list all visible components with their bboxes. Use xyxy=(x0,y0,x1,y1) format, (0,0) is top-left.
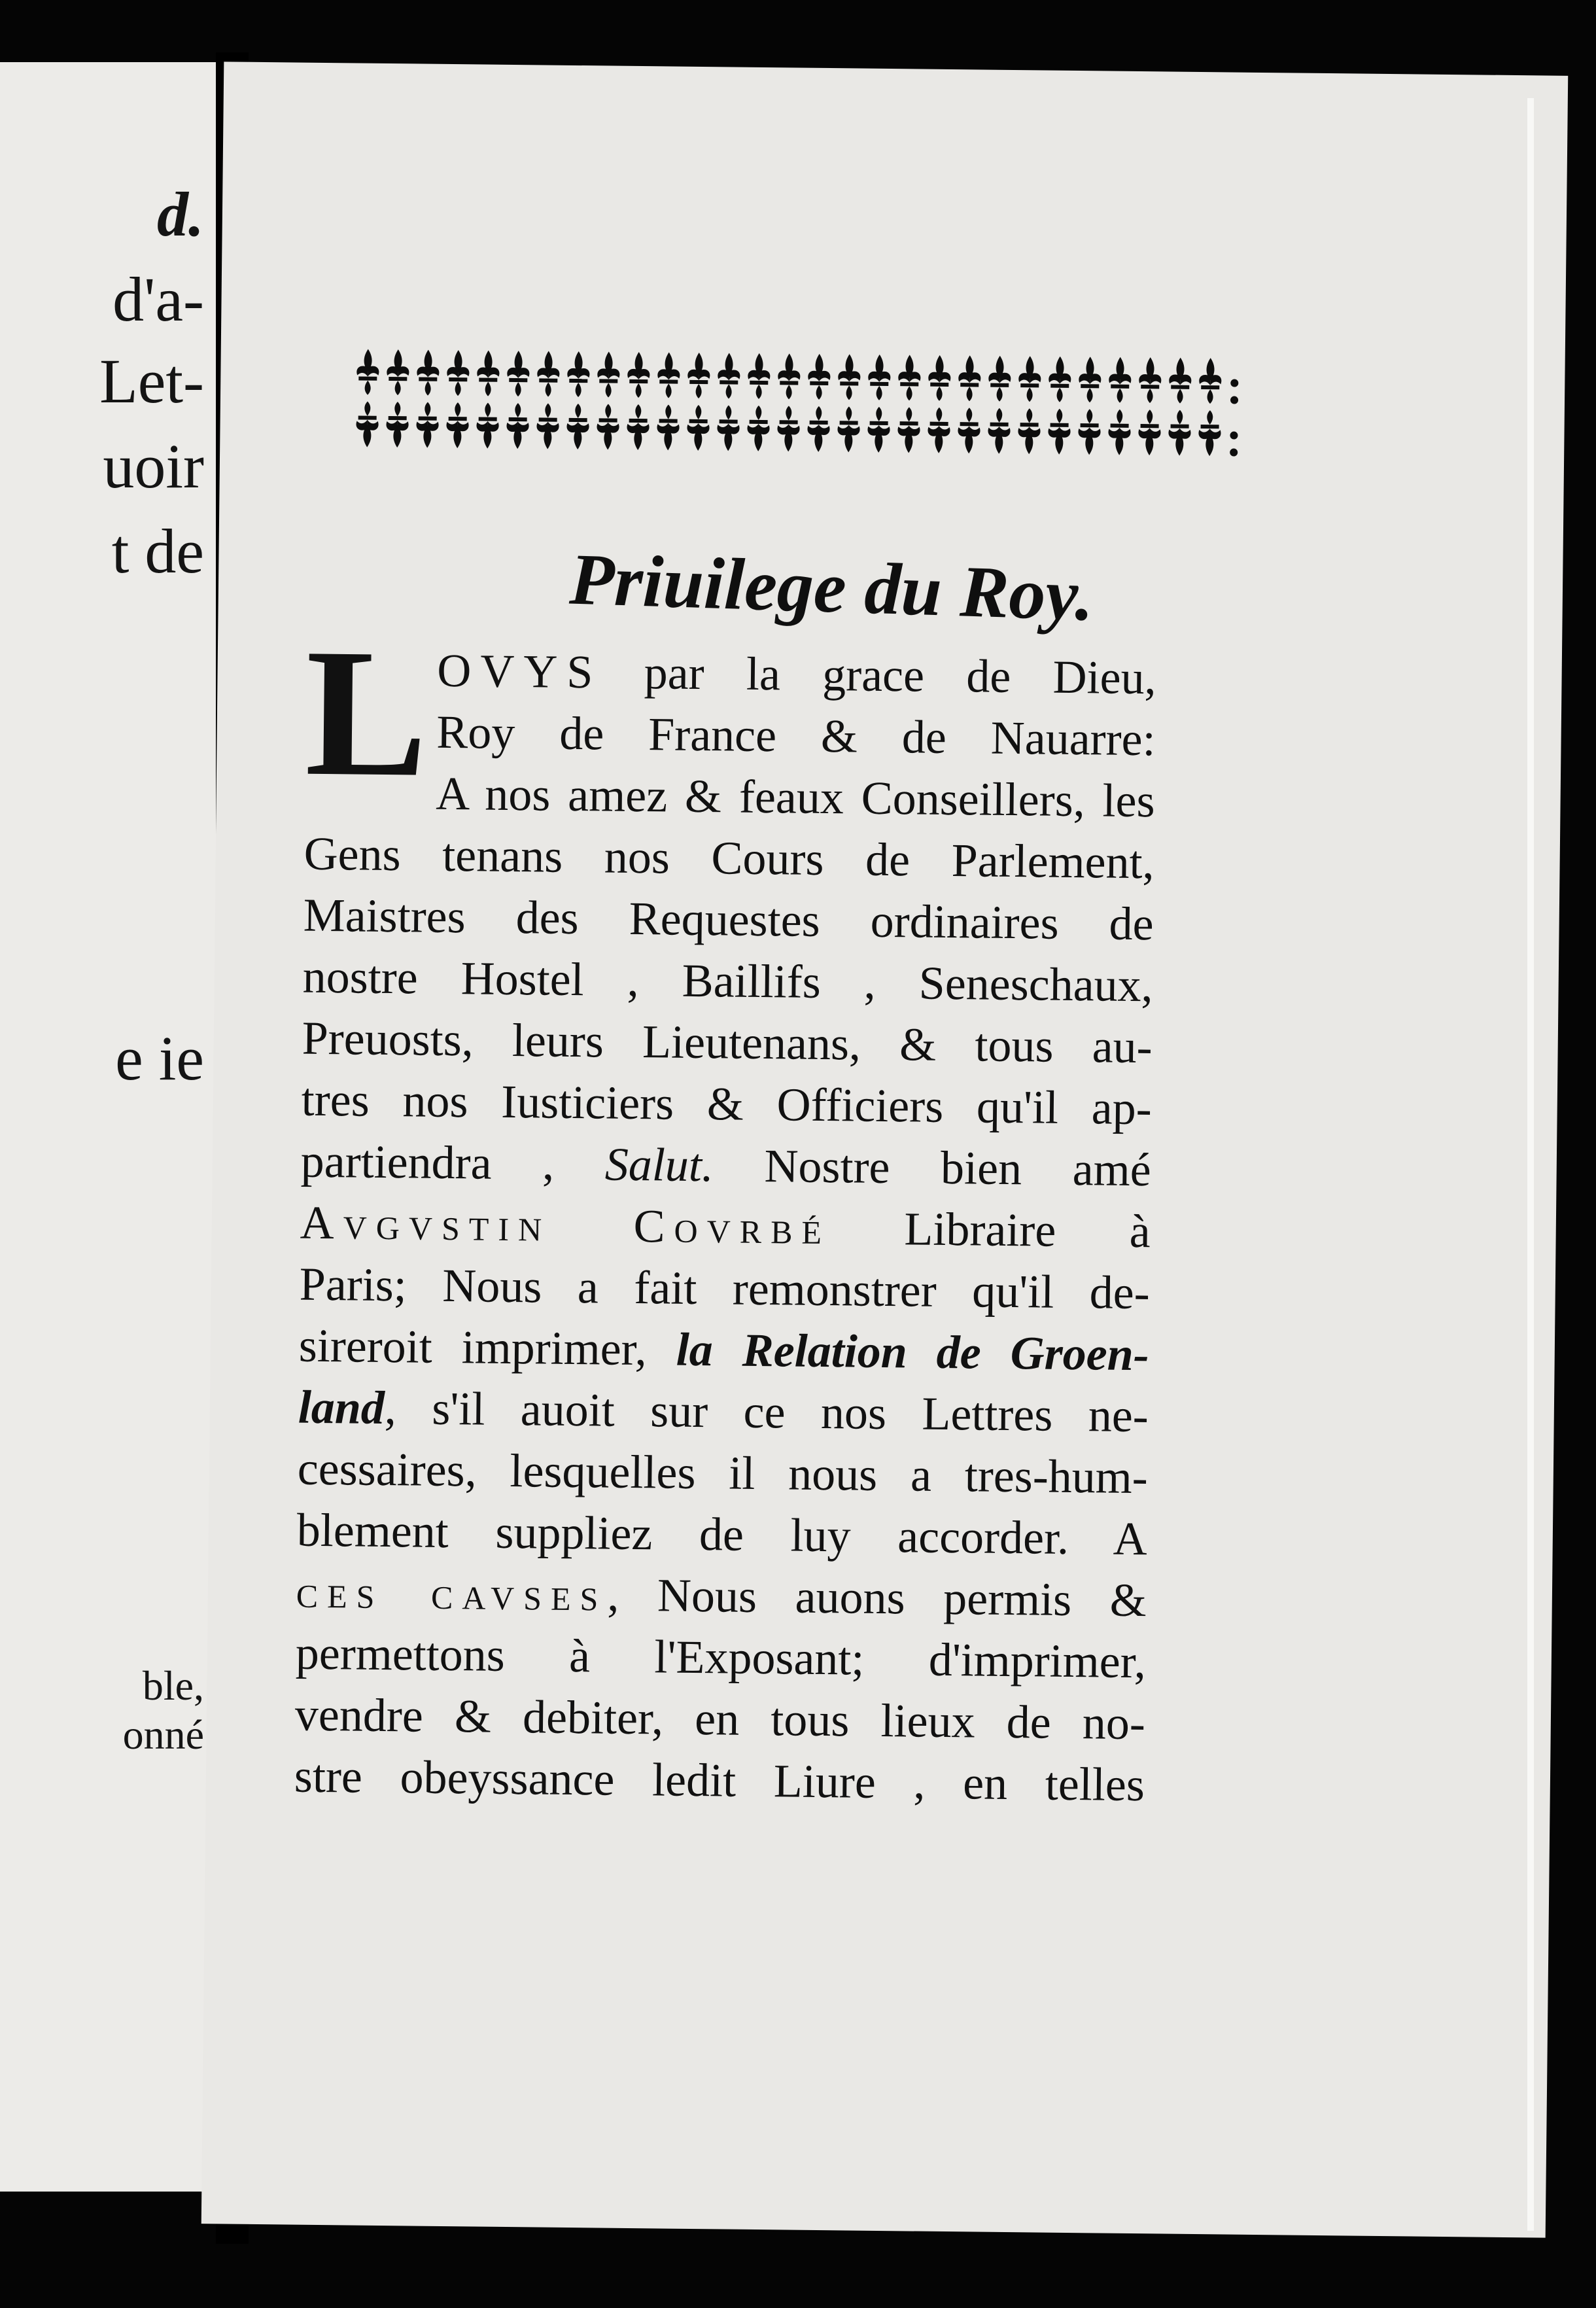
text-run: partiendra , xyxy=(300,1134,606,1191)
text-run: stre obeyssance ledit Liure , en telles xyxy=(294,1749,1145,1811)
text-run: Paris; Nous a fait remonstrer qu'il de- xyxy=(299,1257,1151,1320)
text-line xyxy=(305,700,1156,771)
page-title: Priuilege du Roy. xyxy=(568,538,1096,637)
text-run: , Nous auons permis & xyxy=(607,1568,1147,1627)
text-line xyxy=(297,1438,1148,1509)
text-run: vendre & debiter, en tous lieux de no- xyxy=(294,1688,1146,1750)
text-line xyxy=(305,638,1156,709)
text-line xyxy=(300,1130,1151,1201)
left-fragment-7: ble, xyxy=(142,1662,204,1709)
left-fragment-6: e ie xyxy=(115,1023,204,1093)
text-line xyxy=(304,823,1154,894)
text-run: Avgvstin Covrbé xyxy=(300,1196,831,1255)
text-run: A nos amez & feaux Conseillers, les xyxy=(436,767,1156,828)
text-run: , s'il auoit sur ce nos Lettres ne- xyxy=(384,1382,1149,1442)
text-run: permettons à l'Exposant; d'imprimer, xyxy=(295,1626,1147,1688)
left-fragment-8: onné xyxy=(122,1711,204,1758)
privilege-body-text xyxy=(294,610,1156,1816)
text-line xyxy=(299,1253,1150,1324)
left-fragment-5: t de xyxy=(111,516,204,586)
text-run: par la grace de Dieu, xyxy=(601,646,1156,705)
text-run: blement suppliez de luy accorder. A xyxy=(296,1503,1148,1565)
text-line xyxy=(302,946,1153,1017)
text-run: la Relation de Groen- xyxy=(676,1323,1150,1381)
text-line xyxy=(294,1745,1145,1816)
text-line xyxy=(300,1192,1151,1263)
text-line xyxy=(296,1561,1147,1632)
text-run: Libraire à xyxy=(830,1202,1151,1258)
text-line xyxy=(294,1684,1145,1755)
text-run: Nostre bien amé xyxy=(713,1139,1152,1197)
text-run: Roy de France & de Nauarre: xyxy=(436,705,1156,766)
text-run: cessaires, lesquelles il nous a tres-hum- xyxy=(297,1442,1149,1504)
text-line xyxy=(298,1315,1149,1386)
text-run: sireroit imprimer, xyxy=(298,1319,677,1376)
text-line xyxy=(301,1069,1152,1140)
text-run: tres nos Iusticiers & Officiers qu'il ap- xyxy=(301,1073,1153,1135)
text-run: OVYS xyxy=(436,644,602,699)
left-fragment-1: d. xyxy=(157,179,204,249)
text-run: ces cavses xyxy=(296,1565,608,1621)
text-line xyxy=(298,1376,1149,1447)
text-run: Preuosts, leurs Lieutenans, & tous au- xyxy=(302,1011,1153,1074)
text-line xyxy=(302,1007,1153,1078)
privilege-page xyxy=(201,61,1568,2237)
fleuron-ornament-band xyxy=(353,328,1323,534)
text-line xyxy=(304,761,1155,832)
page-edge xyxy=(1527,98,1534,2231)
text-run: land xyxy=(298,1380,385,1435)
text-line xyxy=(303,884,1154,955)
drop-cap-initial: L xyxy=(304,610,429,815)
text-line xyxy=(296,1499,1147,1570)
left-fragment-4: uoir xyxy=(103,431,204,501)
previous-page-fragment xyxy=(0,62,216,2192)
left-fragment-3: Let- xyxy=(99,346,204,416)
text-run: Gens tenans nos Cours de Parlement, xyxy=(304,827,1155,889)
text-run: Maistres des Requestes ordinaires de xyxy=(303,888,1154,951)
left-fragment-2: d'a- xyxy=(113,264,204,334)
text-run: Salut. xyxy=(604,1138,714,1192)
text-line xyxy=(295,1622,1146,1693)
text-run: nostre Hostel , Baillifs , Seneschaux, xyxy=(302,950,1154,1012)
